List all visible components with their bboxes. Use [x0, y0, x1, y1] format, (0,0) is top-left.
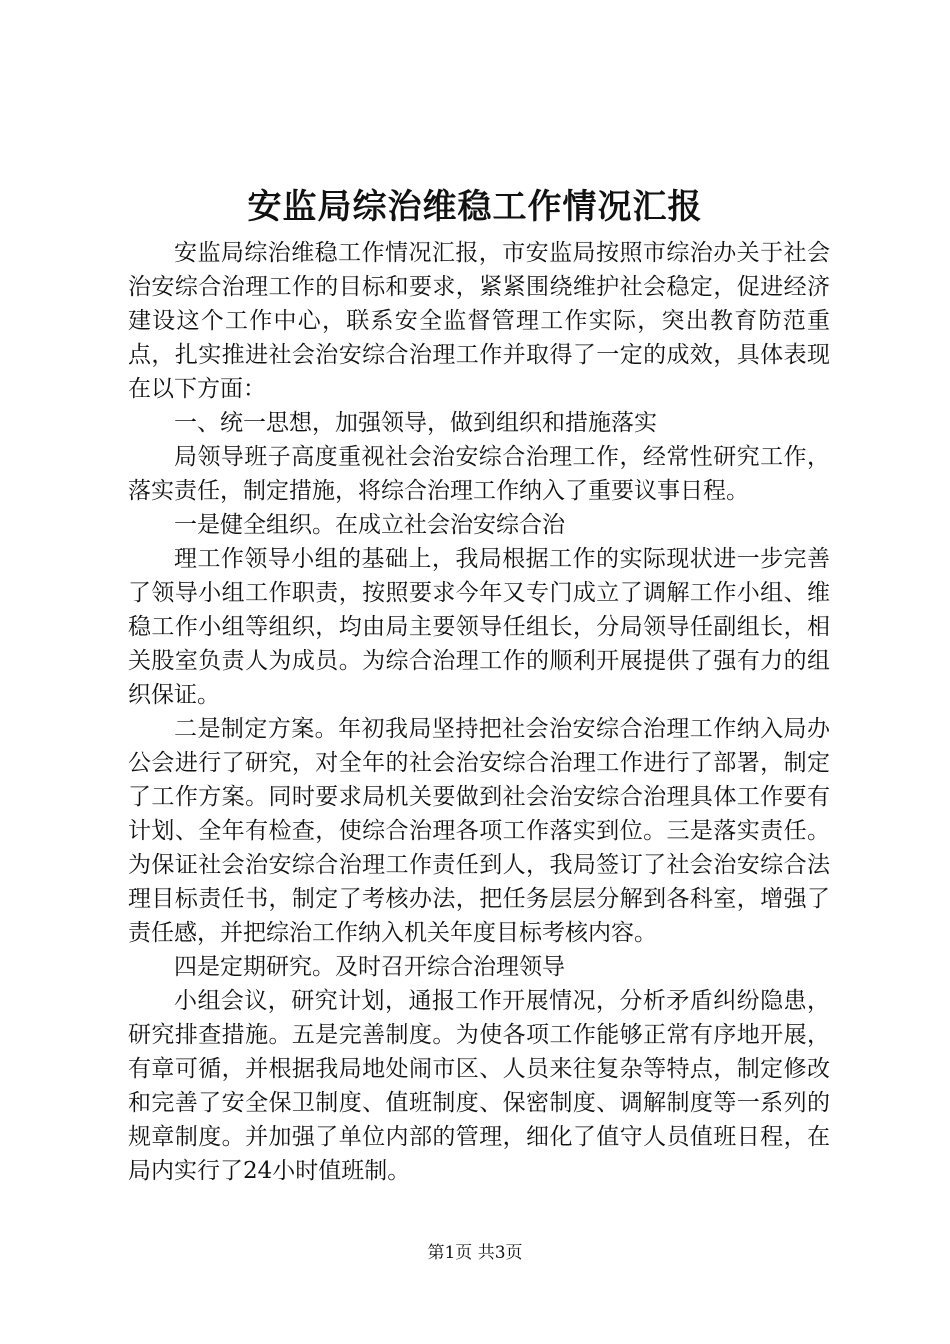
- section-heading-1: 一、统一思想，加强领导，做到组织和措施落实: [174, 410, 657, 436]
- paragraph-organization: 理工作领导小组的基础上，我局根据工作的实际现状进一步完善了领导小组工作职责，按照要求今年又专门成立了调解工作小组、维稳工作小组等组织，均由局主要领导任组长，分局领导任副组长，相关股室负责人为成员。为综合治理工作的顺利开展提供了强有力的组织保证。: [128, 546, 830, 708]
- paragraph-organization-heading: 一是健全组织。在成立社会治安综合治: [174, 512, 565, 538]
- paragraph-intro: 安监局综治维稳工作情况汇报，市安监局按照市综治办关于社会治安综合治理工作的目标和要求，紧紧围绕维护社会稳定，促进经济建设这个工作中心，联系安全监督管理工作实际，突出教育防范重点，扎实推进社会治安综合治理工作并取得了一定的成效，具体表现在以下方面：: [128, 240, 830, 402]
- document-title: 安监局综治维稳工作情况汇报: [247, 187, 703, 227]
- document-body: [128, 236, 830, 1188]
- paragraph-plan-responsibility: 二是制定方案。年初我局坚持把社会治安综合治理工作纳入局办公会进行了研究，对全年的社会治安综合治理工作进行了部署，制定了工作方案。同时要求局机关要做到社会治安综合治理具体工作要有计划、全年有检查，使综合治理各项工作落实到位。三是落实责任。为保证社会治安综合治理工作责任到人，我局签订了社会治安综合法理目标责任书，制定了考核办法，把任务层层分解到各科室，增强了责任感，并把综治工作纳入机关年度目标考核内容。: [128, 716, 830, 946]
- paragraph-research-system: 小组会议，研究计划，通报工作开展情况，分析矛盾纠纷隐患，研究排查措施。五是完善制度。为使各项工作能够正常有序地开展，有章可循，并根据我局地处闹市区、人员来往复杂等特点，制定修改和完善了安全保卫制度、值班制度、保密制度、调解制度等一系列的规章制度。并加强了单位内部的管理，细化了值守人员值班日程，在局内实行了24小时值班制。: [128, 988, 830, 1184]
- page-number-footer: 第1页 共3页: [427, 1243, 523, 1263]
- paragraph-research-heading: 四是定期研究。及时召开综合治理领导: [174, 954, 565, 980]
- paragraph-leadership: 局领导班子高度重视社会治安综合治理工作，经常性研究工作，落实责任，制定措施，将综合治理工作纳入了重要议事日程。: [128, 444, 830, 504]
